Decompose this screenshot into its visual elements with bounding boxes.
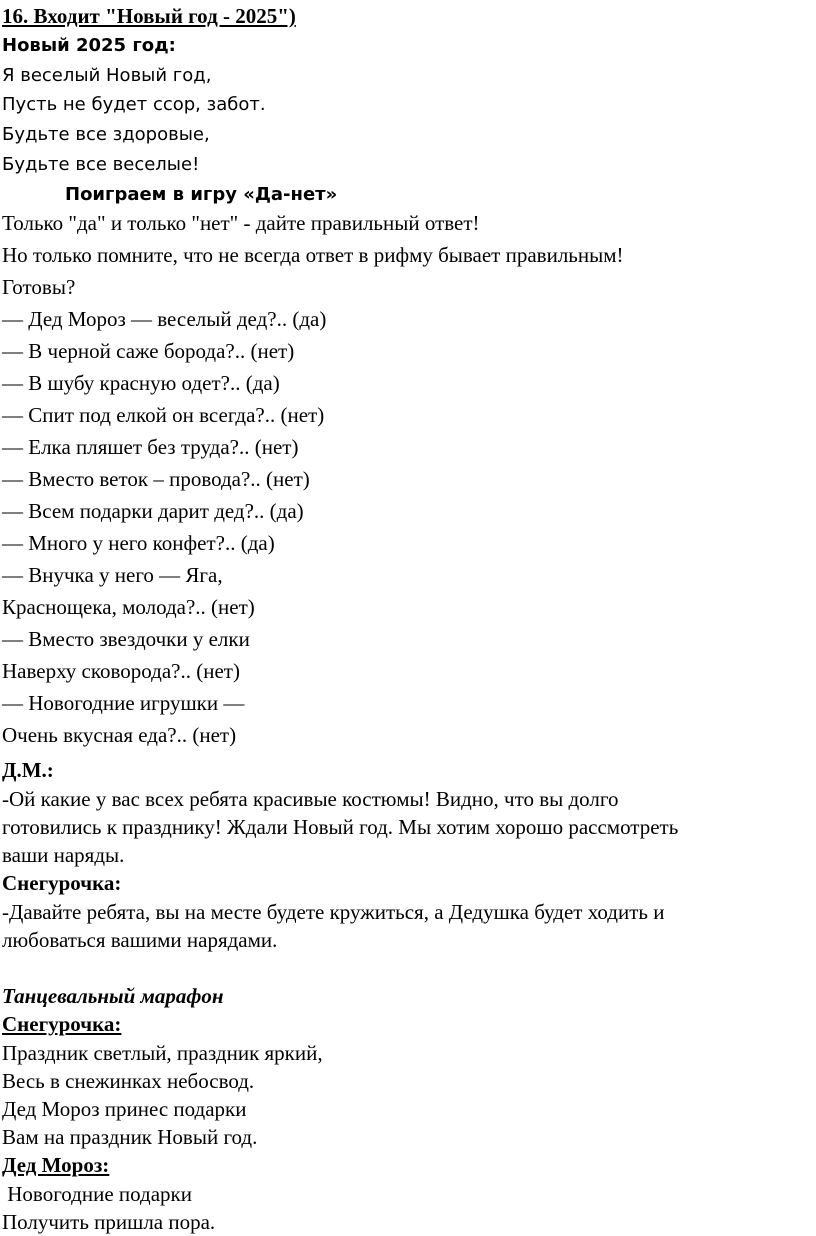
poem-line: Пусть не будет ссор, забот. [2, 94, 266, 115]
game-question: — В шубу красную одет?.. (да) [2, 371, 280, 395]
speaker-label-ded-moroz: Дед Мороз: [2, 1153, 110, 1177]
game-question: — Новогодние игрушки — [2, 691, 245, 715]
new-year-label: Новый 2025 год: [2, 35, 176, 56]
game-intro-line: Готовы? [2, 275, 76, 299]
snow-poem-line: Дед Мороз принес подарки [2, 1097, 247, 1121]
snow-poem-line: Весь в снежинках небосвод. [2, 1069, 255, 1093]
section-heading: 16. Входит "Новый год - 2025") [2, 4, 296, 28]
game-question: — Дед Мороз — веселый дед?.. (да) [2, 307, 327, 331]
speaker-label-dm: Д.М.: [2, 758, 54, 782]
speaker-label-snegurochka: Снегурочка: [2, 871, 122, 895]
speaker-label-snegurochka: Снегурочка: [2, 1012, 122, 1036]
ded-moroz-poem-line: Новогодние подарки [2, 1182, 192, 1206]
game-title: Поиграем в игру «Да-нет» [65, 184, 338, 205]
game-question: Краснощека, молода?.. (нет) [2, 595, 255, 619]
game-question: — Спит под елкой он всегда?.. (нет) [2, 403, 325, 427]
dm-speech-line: -Ой какие у вас всех ребята красивые костюмы! Видно, что вы долго [2, 787, 619, 811]
poem-line: Будьте все веселые! [2, 154, 200, 175]
game-question: — Елка пляшет без труда?.. (нет) [2, 435, 299, 459]
game-question: Наверху сковорода?.. (нет) [2, 659, 240, 683]
game-question: — Внучка у него — Яга, [2, 563, 223, 587]
dm-speech-line: ваши наряды. [2, 843, 125, 867]
snow-poem-line: Вам на праздник Новый год. [2, 1125, 258, 1149]
snow-speech-line: любоваться вашими нарядами. [2, 928, 278, 952]
game-question: — Всем подарки дарит дед?.. (да) [2, 499, 304, 523]
game-intro-line: Но только помните, что не всегда ответ в рифму бывает правильным! [2, 243, 624, 267]
game-intro-line: Только "да" и только "нет" - дайте правильный ответ! [2, 211, 480, 235]
dm-speech-line: готовились к празднику! Ждали Новый год. Мы хотим хорошо рассмотреть [2, 815, 679, 839]
marathon-title: Танцевальный марафон [2, 984, 224, 1008]
game-question: Очень вкусная еда?.. (нет) [2, 723, 237, 747]
game-question: — Вместо звездочки у елки [2, 627, 250, 651]
ded-moroz-poem-line: Получить пришла пора. [2, 1210, 216, 1234]
game-question: — В черной саже борода?.. (нет) [2, 339, 295, 363]
poem-line: Я веселый Новый год, [2, 65, 212, 86]
snow-poem-line: Праздник светлый, праздник яркий, [2, 1041, 323, 1065]
game-question: — Много у него конфет?.. (да) [2, 531, 275, 555]
snow-speech-line: -Давайте ребята, вы на месте будете кружиться, а Дедушка будет ходить и [2, 900, 665, 924]
poem-line: Будьте все здоровые, [2, 124, 210, 145]
game-question: — Вместо веток – провода?.. (нет) [2, 467, 310, 491]
